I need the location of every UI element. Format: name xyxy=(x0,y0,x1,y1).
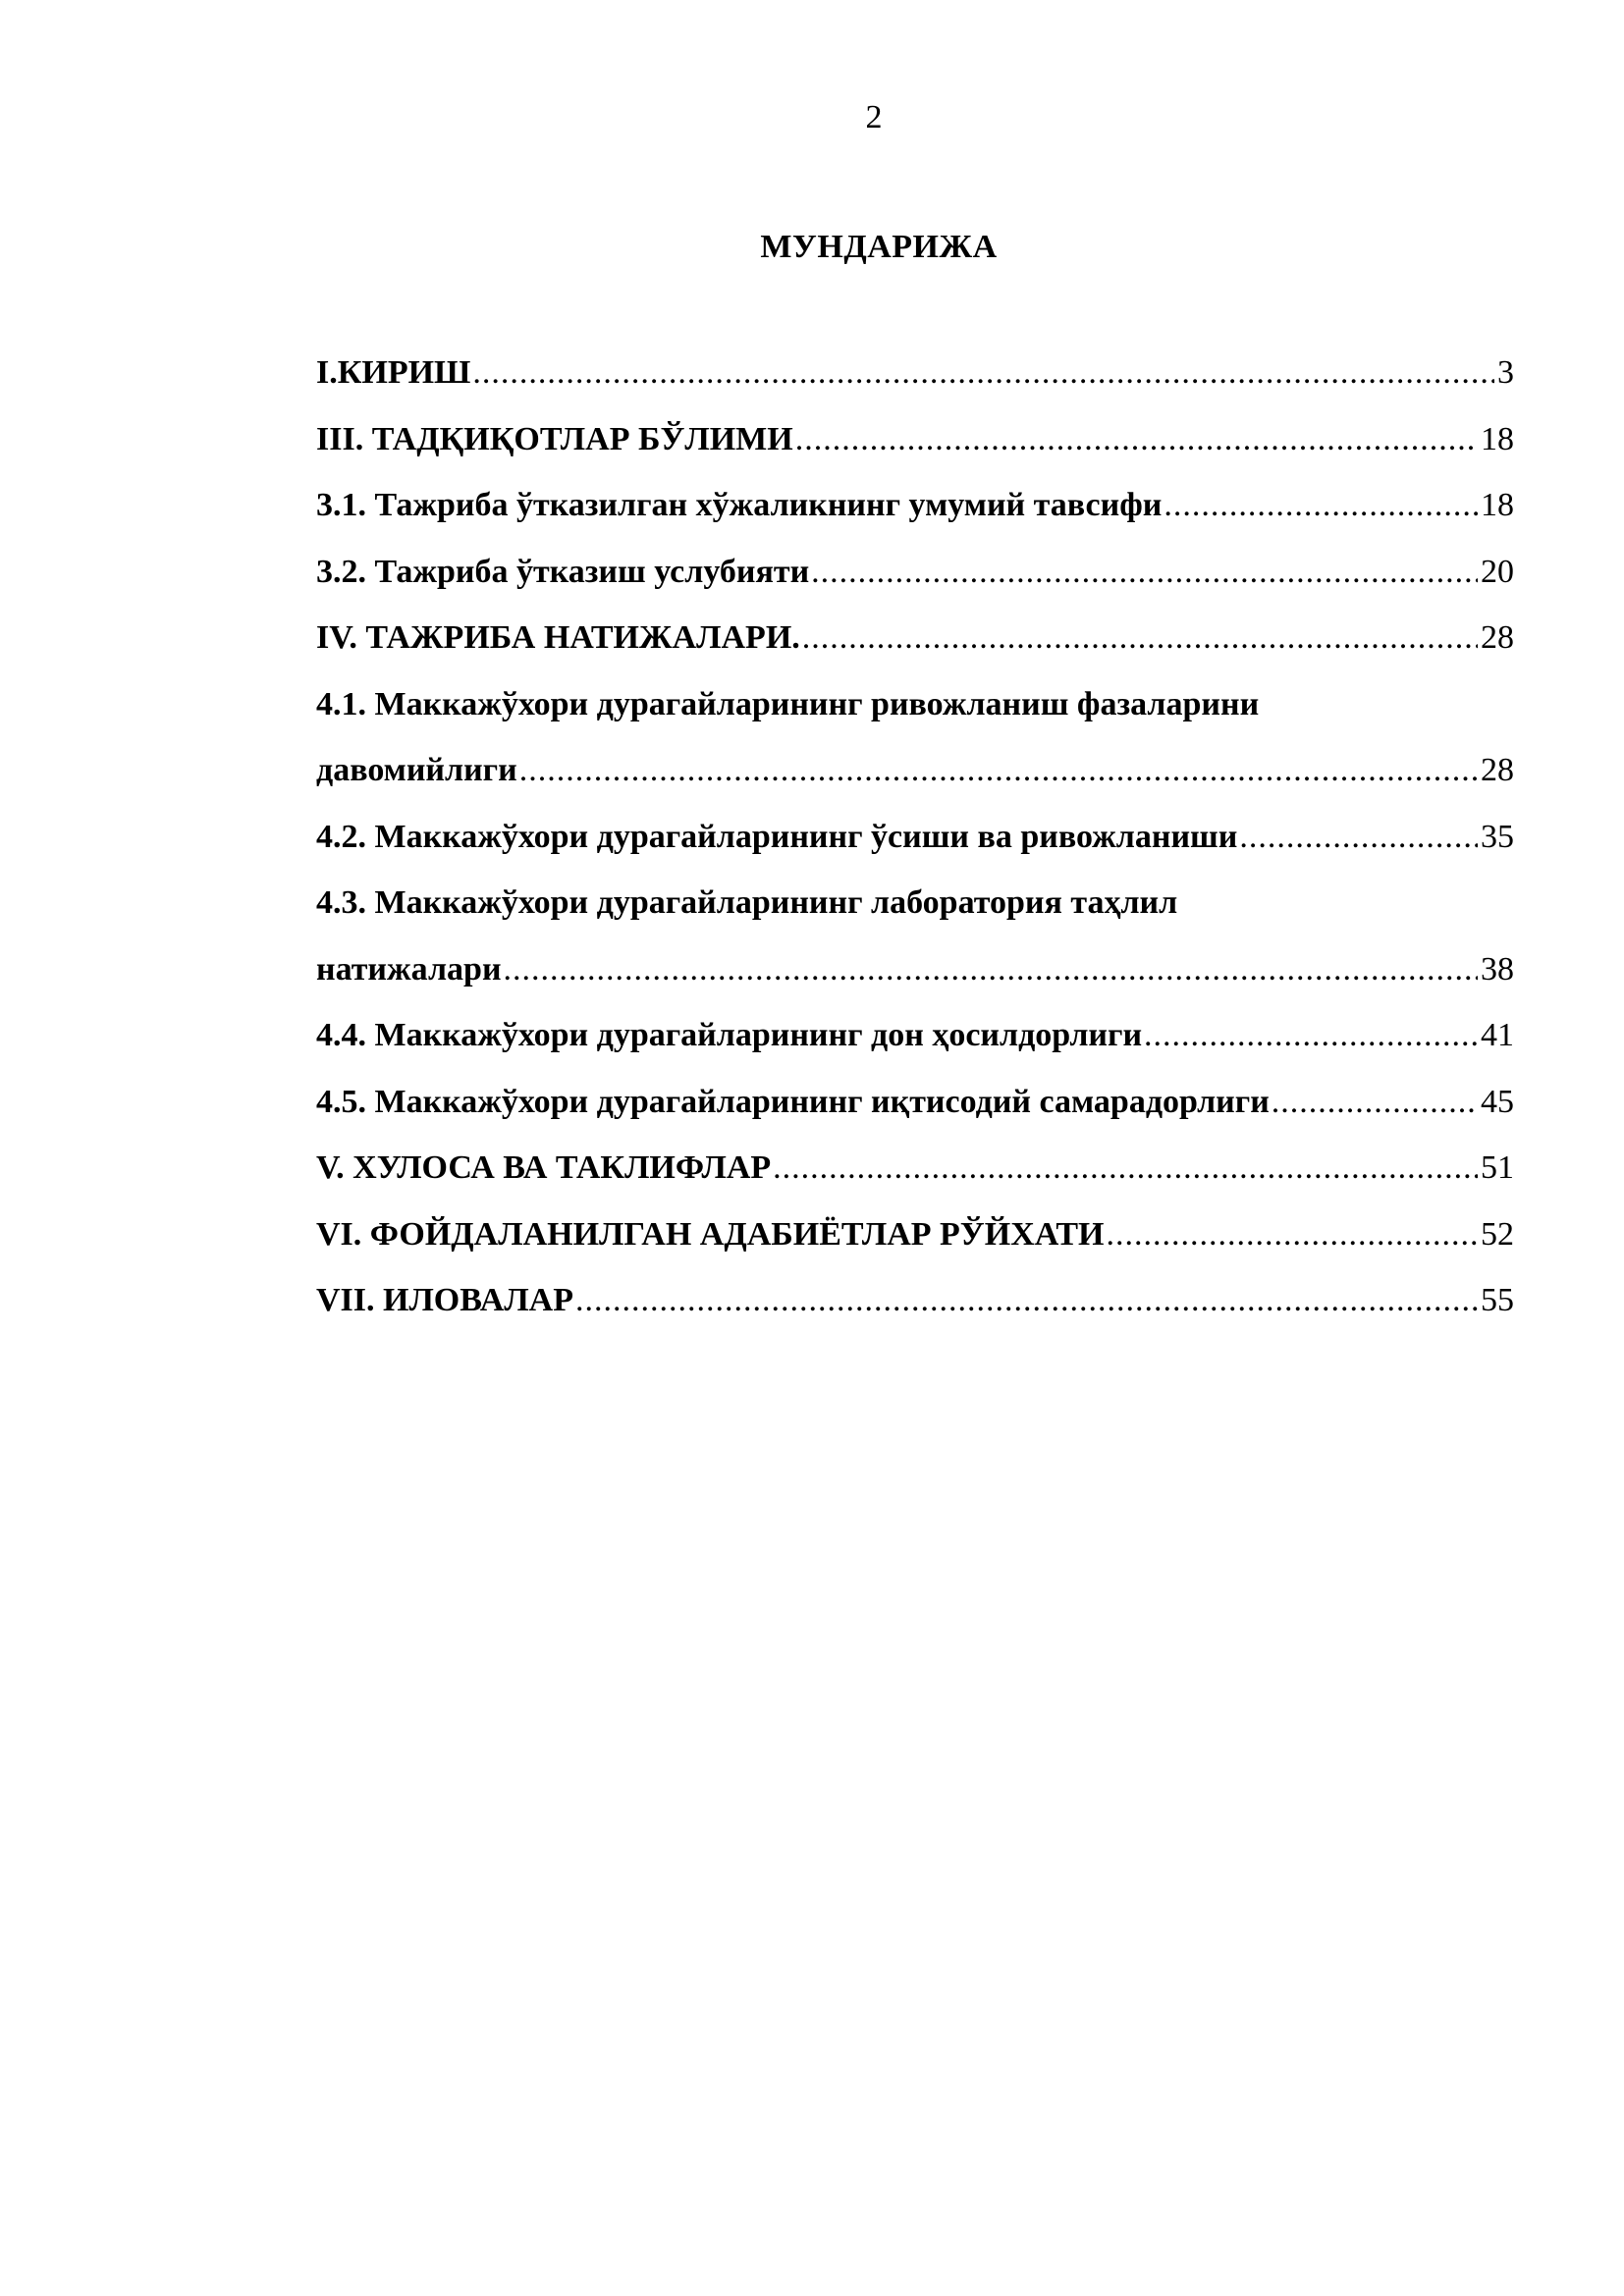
page-number: 2 xyxy=(865,99,883,135)
toc-leader-dots xyxy=(1239,804,1478,871)
toc-leader-dots xyxy=(1106,1201,1478,1268)
toc-page-number: 38 xyxy=(1481,950,1514,988)
toc-entry-4-3[interactable] xyxy=(316,870,1514,1002)
toc-entry-title: V. ХУЛОСА ВА ТАКЛИФЛАР xyxy=(316,1149,772,1186)
toc-leader-dots xyxy=(1144,1002,1478,1069)
toc-entry-title: 3.2. Тажриба ўтказиш услубияти xyxy=(316,553,810,590)
toc-page-number: 51 xyxy=(1481,1149,1514,1186)
toc-entry-title: VII. ИЛОВАЛАР xyxy=(316,1282,573,1318)
page-title: МУНДАРИЖА xyxy=(760,229,998,265)
toc-entry-title: 4.5. Маккажўхори дурагайларининг иқтисодий самарадорлиги xyxy=(316,1083,1270,1120)
toc-leader-dots xyxy=(811,539,1478,606)
toc-entry-title: IV. ТАЖРИБА НАТИЖАЛАРИ. xyxy=(316,619,800,656)
toc-entry-4-1[interactable] xyxy=(316,671,1514,804)
toc-entry-title: 4.4. Маккажўхори дурагайларининг дон ҳосилдорлиги xyxy=(316,1017,1143,1053)
toc-page-number: 18 xyxy=(1481,420,1514,457)
toc-entry-title-line1: 4.1. Маккажўхори дурагайларининг ривожланиш фазаларини xyxy=(316,685,1260,722)
toc-entry-title: I.КИРИШ xyxy=(316,354,471,391)
toc-leader-dots xyxy=(472,340,1494,406)
table-of-contents xyxy=(316,340,1514,1334)
toc-entry-title: давомийлиги xyxy=(316,752,517,788)
toc-entry-appendices[interactable] xyxy=(316,1267,1514,1334)
toc-leader-dots xyxy=(504,936,1478,1003)
toc-page-number: 52 xyxy=(1481,1215,1514,1253)
toc-page-number: 3 xyxy=(1497,354,1514,391)
toc-entry-title: 3.1. Тажриба ўтказилган хўжаликнинг умумий тавсифи xyxy=(316,487,1163,523)
toc-entry-introduction[interactable] xyxy=(316,340,1514,406)
toc-page-number: 41 xyxy=(1481,1017,1514,1053)
toc-page-number: 45 xyxy=(1481,1083,1514,1120)
toc-entry-experiment-results[interactable] xyxy=(316,605,1514,671)
toc-entry-3-2[interactable] xyxy=(316,539,1514,606)
toc-leader-dots xyxy=(795,406,1478,473)
toc-leader-dots xyxy=(519,737,1478,804)
toc-leader-dots xyxy=(773,1135,1478,1201)
toc-entry-title: VI. ФОЙДАЛАНИЛГАН АДАБИЁТЛАР РЎЙХАТИ xyxy=(316,1215,1105,1253)
toc-page-number: 28 xyxy=(1481,752,1514,788)
toc-entry-conclusions[interactable] xyxy=(316,1135,1514,1201)
toc-entry-title: натижалари xyxy=(316,950,502,988)
toc-entry-4-5[interactable] xyxy=(316,1069,1514,1136)
toc-leader-dots xyxy=(575,1267,1478,1334)
toc-leader-dots xyxy=(1164,472,1478,539)
toc-entry-3-1[interactable] xyxy=(316,472,1514,539)
toc-page-number: 28 xyxy=(1481,619,1514,656)
toc-entry-4-2[interactable] xyxy=(316,804,1514,871)
toc-entry-research-section[interactable] xyxy=(316,406,1514,473)
toc-entry-references[interactable] xyxy=(316,1201,1514,1268)
toc-entry-4-4[interactable] xyxy=(316,1002,1514,1069)
toc-leader-dots xyxy=(802,605,1478,671)
toc-page-number: 20 xyxy=(1481,553,1514,590)
toc-entry-title: III. ТАДҚИҚОТЛАР БЎЛИМИ xyxy=(316,420,793,457)
toc-entry-title-line1: 4.3. Маккажўхори дурагайларининг лаборатория таҳлил xyxy=(316,884,1178,921)
toc-leader-dots xyxy=(1272,1069,1478,1136)
toc-page-number: 35 xyxy=(1481,818,1514,855)
toc-page-number: 55 xyxy=(1481,1282,1514,1318)
toc-entry-title: 4.2. Маккажўхори дурагайларининг ўсиши ва ривожланиши xyxy=(316,818,1238,855)
toc-page-number: 18 xyxy=(1481,487,1514,523)
